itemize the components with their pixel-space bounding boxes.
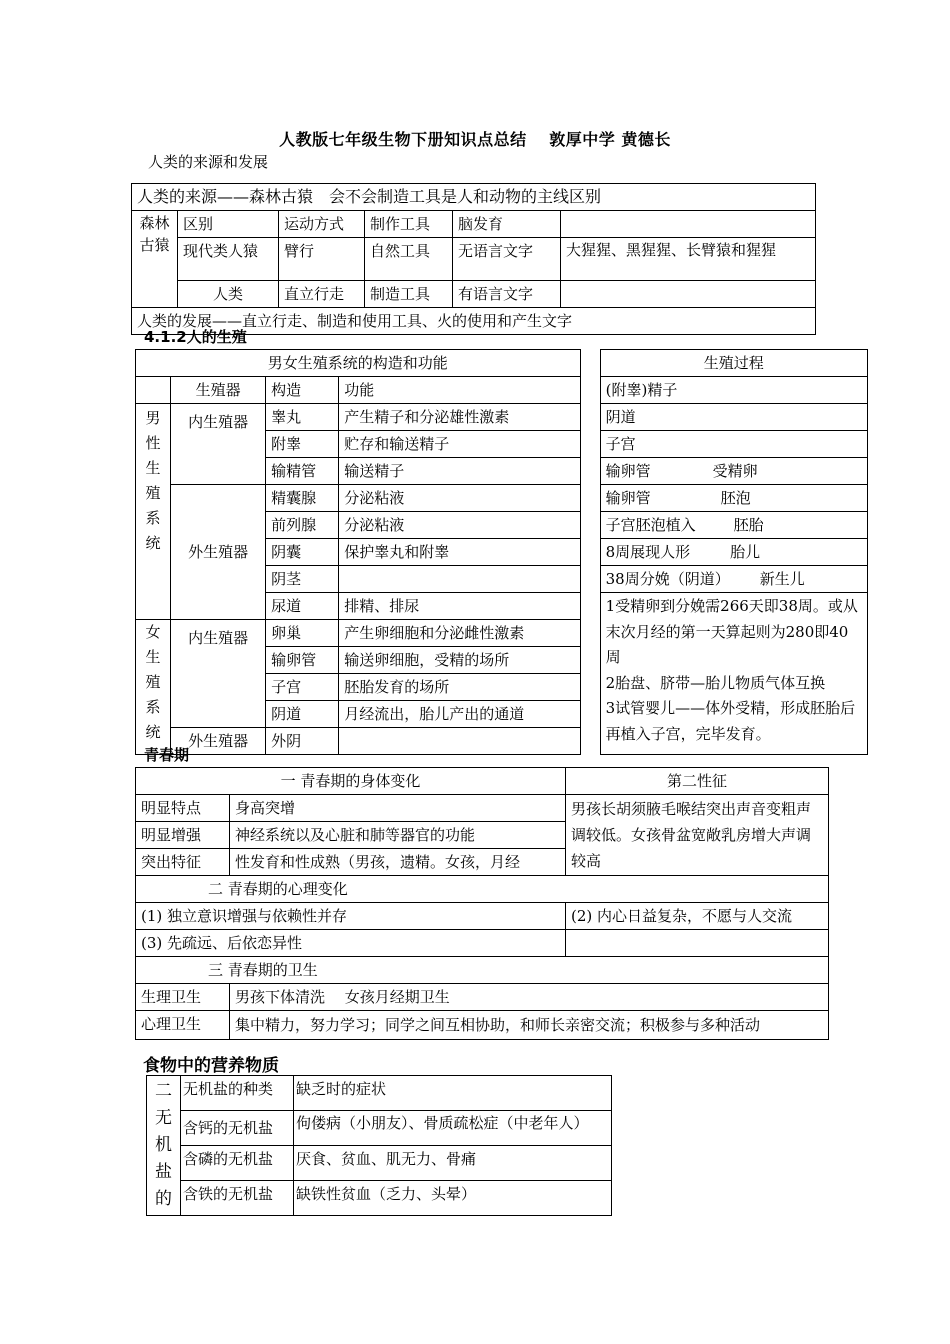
mineral-header: 无机盐的种类 [181,1076,294,1111]
repro-blank [136,377,171,404]
origin-table [131,183,816,335]
mineral-type: 含钙的无机盐 [181,1111,294,1146]
origin-cell: 有语言文字 [453,281,561,308]
puberty-psych-title: 二 青春期的心理变化 [136,876,829,903]
repro-col-header: 构造 [266,377,339,404]
process-step [600,539,867,566]
repro-right-title: 生殖过程 [600,350,867,377]
female-organ: 卵巢 [266,620,339,647]
puberty-psych-item: (3) 先疏远、后依恋异性 [136,930,566,957]
page-title: 人教版七年级生物下册知识点总结 敦厚中学 黄德长 [279,130,671,149]
male-organ: 阴囊 [266,539,339,566]
hygiene-value: 集中精力，努力学习；同学之间互相协助，和师长亲密交流；积极参与多种活动 [230,1011,829,1040]
process-step: 阴道 [600,404,867,431]
puberty-psych-item: (2) 内心日益复杂，不愿与人交流 [566,903,829,930]
male-organ: 精囊腺 [266,485,339,512]
male-function: 分泌粘液 [339,485,580,512]
process-step-from: 子宫胚泡植入 [605,516,696,534]
process-step-to: 胚胎 [733,516,764,534]
male-system-label: 男性生殖系统 [136,404,171,620]
mineral-symptom: 佝偻病（小朋友）、骨质疏松症（中老年人） [294,1111,612,1146]
origin-row-development: 人类的发展——直立行走、制造和使用工具、火的使用和产生文字 [132,308,816,335]
origin-cell: 自然工具 [365,238,453,281]
female-organ: 输卵管 [266,647,339,674]
process-step-to: 新生儿 [759,570,805,588]
origin-header: 区别 [178,211,279,238]
section-nutrition: 食物中的营养物质 [143,1056,279,1076]
male-function: 贮存和输送精子 [339,431,580,458]
puberty-sex-text: 男孩长胡须腋毛喉结突出声音变粗声调较低。女孩骨盆宽敞乳房增大声调较高 [566,795,829,876]
male-organ: 附睾 [266,431,339,458]
origin-header: 运动方式 [279,211,365,238]
male-organ: 前列腺 [266,512,339,539]
process-step-to: 胚泡 [720,489,751,507]
mineral-type: 含铁的无机盐 [181,1181,294,1216]
process-step-from: 38周分娩（阴道） [605,570,730,588]
female-function: 胚胎发育的场所 [339,674,580,701]
section-subtitle: 人类的来源和发展 [148,153,269,171]
female-internal-label: 内生殖器 [171,620,266,728]
section-puberty: 青春期 [144,746,190,764]
origin-cell: 大猩猩、黑猩猩、长臂猿和猩猩 [561,238,816,281]
origin-row-title: 人类的来源——森林古猿 会不会制造工具是人和动物的主线区别 [132,184,816,211]
origin-cell: 无语言文字 [453,238,561,281]
hygiene-label: 生理卫生 [136,984,230,1011]
hygiene-label: 心理卫生 [136,1011,230,1040]
puberty-value: 性发育和性成熟（男孩，遗精。女孩，月经 [230,849,566,876]
female-function: 产生卵细胞和分泌雌性激素 [339,620,580,647]
origin-cell: 制造工具 [365,281,453,308]
female-organ: 阴道 [266,701,339,728]
male-internal-label: 内生殖器 [171,404,266,485]
male-organ: 睾丸 [266,404,339,431]
puberty-label: 突出特征 [136,849,230,876]
origin-header [561,211,816,238]
process-step-from: 输卵管 [605,462,651,480]
mineral-table [146,1075,612,1216]
origin-cell: 直立行走 [279,281,365,308]
origin-cell: 现代类人猿 [178,238,279,281]
female-organ: 外阴 [266,728,339,755]
male-organ: 尿道 [266,593,339,620]
puberty-sex-title: 第二性征 [566,768,829,795]
puberty-psych-item [566,930,829,957]
process-step-to: 受精卵 [712,462,758,480]
male-function: 产生精子和分泌雄性激素 [339,404,580,431]
male-function: 输送精子 [339,458,580,485]
male-organ: 阴茎 [266,566,339,593]
female-function: 月经流出，胎儿产出的通道 [339,701,580,728]
process-step [600,512,867,539]
puberty-label: 明显增强 [136,822,230,849]
process-step-from: 输卵管 [605,489,651,507]
female-external-label: 外生殖器 [171,728,266,755]
origin-left-label: 森林古猿 [132,211,178,308]
repro-col-header: 功能 [339,377,580,404]
male-organ: 输精管 [266,458,339,485]
repro-col-header: 生殖器 [171,377,266,404]
female-system-label: 女生殖系统 [136,620,171,755]
origin-cell: 人类 [178,281,279,308]
section-reproduction: 4.1.2人的生殖 [144,328,247,346]
puberty-psych-item: (1) 独立意识增强与依赖性并存 [136,903,566,930]
process-step [600,485,867,512]
female-organ: 子宫 [266,674,339,701]
puberty-label: 明显特点 [136,795,230,822]
process-step-from: 8周展现人形 [605,543,691,561]
male-external-label: 外生殖器 [171,485,266,620]
hygiene-value: 男孩下体清洗 女孩月经期卫生 [230,984,829,1011]
puberty-hygiene-title: 三 青春期的卫生 [136,957,829,984]
process-step [600,566,867,593]
origin-header: 制作工具 [365,211,453,238]
puberty-table [135,767,829,1040]
process-step-to: 胎儿 [730,543,761,561]
reproduction-table [135,349,868,755]
female-function: 输送卵细胞，受精的场所 [339,647,580,674]
repro-gap [580,350,600,755]
mineral-header: 缺乏时的症状 [294,1076,612,1111]
female-function [339,728,580,755]
process-step: (附睾)精子 [600,377,867,404]
male-function [339,566,580,593]
puberty-value: 神经系统以及心脏和肺等器官的功能 [230,822,566,849]
mineral-symptom: 缺铁性贫血（乏力、头晕） [294,1181,612,1216]
puberty-value: 身高突增 [230,795,566,822]
origin-cell [561,281,816,308]
origin-header: 脑发育 [453,211,561,238]
process-step [600,458,867,485]
mineral-type: 含磷的无机盐 [181,1146,294,1181]
male-function: 保护睾丸和附睾 [339,539,580,566]
puberty-body-title: 一 青春期的身体变化 [136,768,566,795]
mineral-left-label: 二无机盐的 [147,1076,181,1216]
process-notes: 1受精卵到分娩需266天即38周。或从末次月经的第一天算起则为280即40周 2胎盘、脐带—胎儿物质气体互换 3试管婴儿——体外受精，形成胚胎后再植入子宫，完毕发育。 [600,593,867,755]
mineral-symptom: 厌食、贫血、肌无力、骨痛 [294,1146,612,1181]
origin-cell: 臂行 [279,238,365,281]
male-function: 分泌粘液 [339,512,580,539]
process-step: 子宫 [600,431,867,458]
male-function: 排精、排尿 [339,593,580,620]
repro-left-title: 男女生殖系统的构造和功能 [136,350,581,377]
